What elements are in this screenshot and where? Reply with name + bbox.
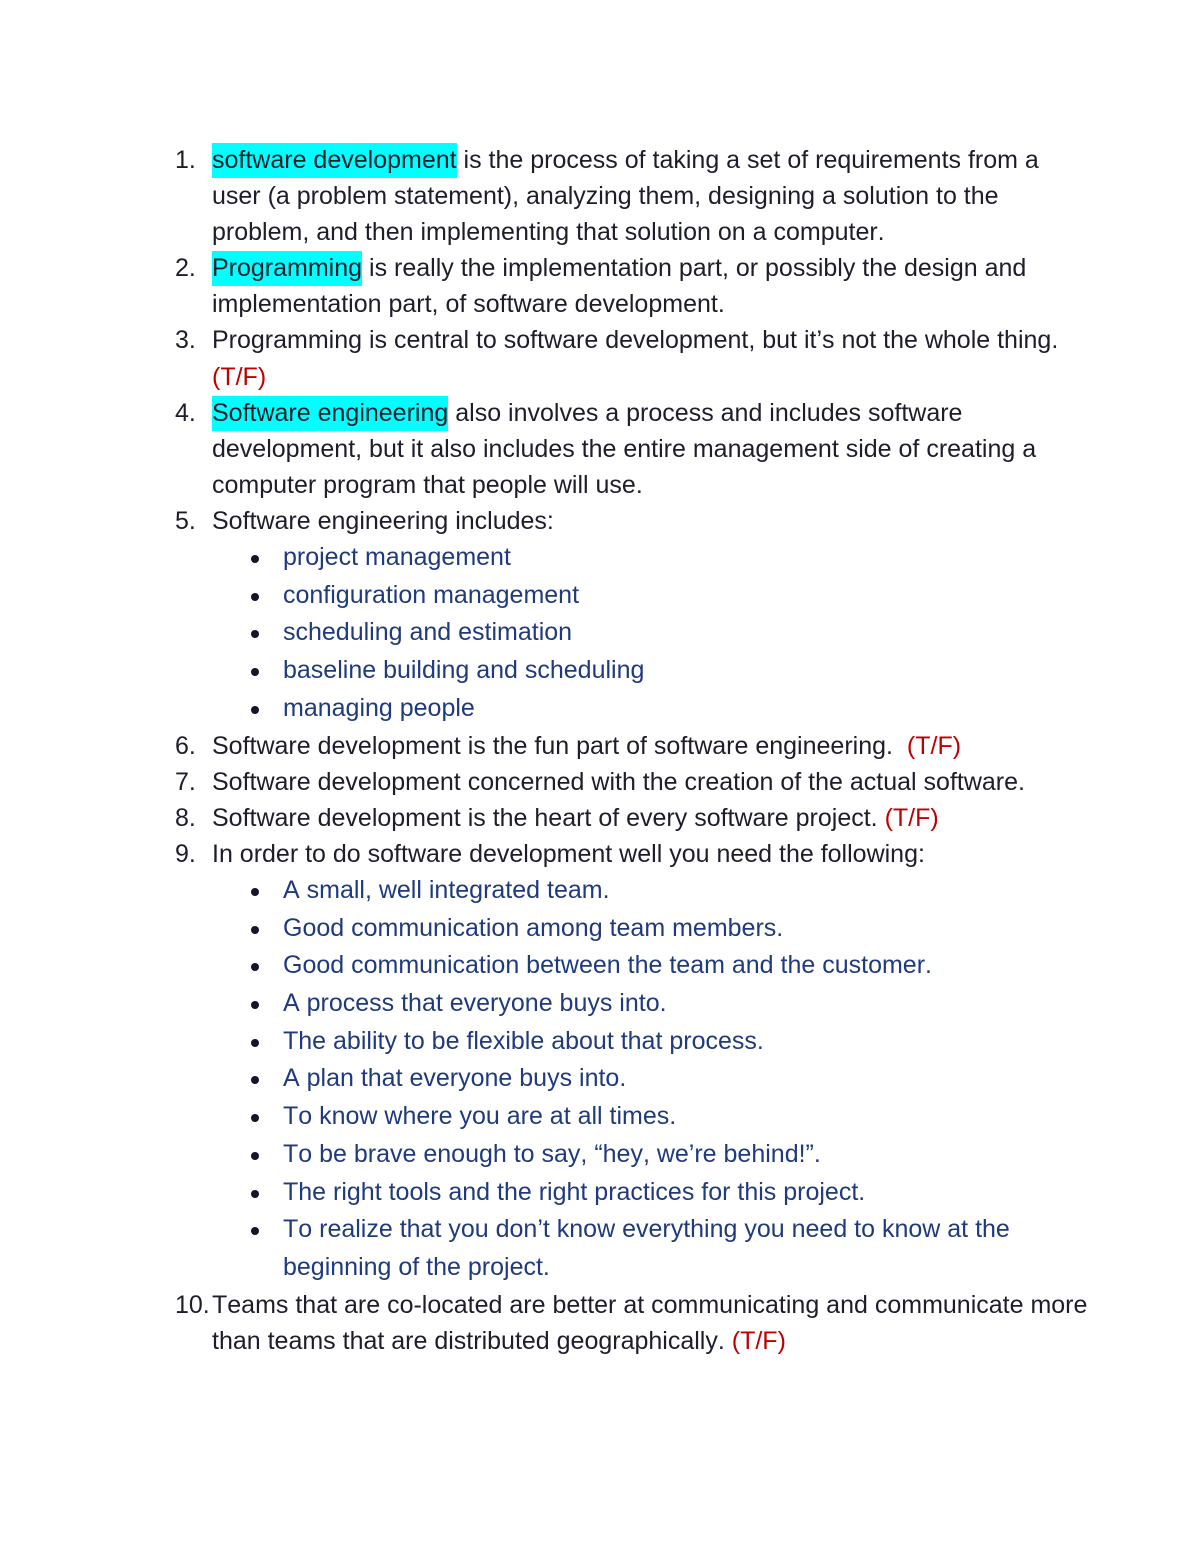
bullet-text: A process that everyone buys into. (283, 989, 667, 1018)
item-number: 4. (175, 398, 196, 427)
bullet-icon (251, 1190, 259, 1198)
bullet-item (212, 1060, 1172, 1098)
item-text: Software engineering includes: (212, 506, 554, 535)
item-body (212, 800, 1172, 836)
bullet-icon (251, 888, 259, 896)
item-number: 8. (175, 803, 196, 832)
bullet-item (212, 539, 1172, 577)
bullet-item (212, 1023, 1172, 1061)
item-body (212, 395, 1172, 503)
true-false-marker: (T/F) (731, 1326, 786, 1355)
bullet-item (212, 1136, 1172, 1174)
bullet-item (212, 614, 1172, 652)
bullet-item (212, 690, 1172, 728)
highlighted-term: Software engineering (212, 396, 448, 431)
bullet-text: A plan that everyone buys into. (283, 1064, 627, 1093)
bullet-text: A small, well integrated team. (283, 875, 610, 904)
bullet-item (212, 947, 1172, 985)
bullet-icon (251, 630, 259, 638)
item-text: In order to do software development well you need the following: (212, 839, 925, 868)
bullet-icon (251, 1076, 259, 1084)
bullet-icon (251, 668, 259, 676)
item-number: 1. (175, 146, 196, 174)
item-body (212, 728, 1172, 764)
bullet-item (212, 577, 1172, 615)
item-text: is the process of taking a set of requirements from a user (a problem statement), analyzing them, designing a solution to the problem, and then implementing that solution on a computer. (212, 146, 1039, 247)
bullet-icon (251, 555, 259, 563)
bullet-text: To be brave enough to say, “hey, we’re behind!”. (283, 1139, 821, 1168)
list-item-3 (175, 322, 1172, 394)
item-number: 2. (175, 254, 196, 283)
bullet-text: The right tools and the right practices for this project. (283, 1177, 866, 1206)
bullet-icon (251, 706, 259, 714)
list-item-5 (175, 503, 1172, 728)
bullet-icon (251, 1114, 259, 1122)
list-item-10 (175, 1287, 1172, 1359)
item-body (212, 250, 1172, 322)
item-text: Software development is the heart of every software project. (212, 803, 878, 832)
list-item-2 (175, 250, 1172, 322)
true-false-marker: (T/F) (884, 803, 939, 832)
list-item-8 (175, 800, 1172, 836)
item-body (212, 836, 1172, 1287)
bullet-text: Good communication between the team and the customer. (283, 951, 932, 980)
item-body (212, 503, 1172, 728)
highlighted-term: software development (212, 143, 457, 178)
bullet-text: managing people (283, 693, 475, 722)
item-body (212, 142, 1172, 250)
bullet-text: project management (283, 543, 511, 572)
bullet-item (212, 985, 1172, 1023)
numbered-list (175, 142, 1172, 1359)
list-item-7 (175, 764, 1172, 800)
item-text: also involves a process and includes software development, but it also includes the entire management side of creating a computer program that people will use. (212, 398, 1037, 499)
item-text: Software development concerned with the creation of the actual software. (212, 767, 1025, 796)
bullet-item (212, 910, 1172, 948)
bullet-list (212, 872, 1172, 1287)
bullet-item (212, 1098, 1172, 1136)
item-number: 7. (175, 767, 196, 796)
bullet-icon (251, 1227, 259, 1235)
item-number: 10. (175, 1290, 210, 1319)
bullet-item (212, 1174, 1172, 1212)
bullet-text: configuration management (283, 580, 580, 609)
list-item-9 (175, 836, 1172, 1287)
bullet-item (212, 872, 1172, 910)
bullet-icon (251, 1152, 259, 1160)
bullet-text: To know where you are at all times. (283, 1102, 677, 1131)
true-false-marker: (T/F) (212, 362, 267, 391)
item-body (212, 322, 1172, 394)
bullet-icon (251, 963, 259, 971)
true-false-marker: (T/F) (906, 731, 962, 760)
bullet-icon (251, 926, 259, 934)
list-item-4 (175, 395, 1172, 503)
bullet-text: baseline building and scheduling (283, 656, 645, 685)
item-number: 3. (175, 326, 196, 355)
highlighted-term: Programming (212, 251, 362, 286)
bullet-text: To realize that you don’t know everything you need to know at the beginning of the project. (283, 1215, 1010, 1281)
bullet-list (212, 539, 1172, 728)
item-body (212, 764, 1172, 800)
bullet-text: scheduling and estimation (283, 618, 573, 647)
bullet-text: Good communication among team members. (283, 913, 784, 942)
bullet-icon (251, 1001, 259, 1009)
item-number: 5. (175, 506, 196, 535)
bullet-text: The ability to be flexible about that process. (283, 1026, 764, 1055)
item-text: Teams that are co-located are better at communicating and communicate more than teams that are distributed geographically. (212, 1290, 1088, 1355)
bullet-icon (251, 593, 259, 601)
item-number: 6. (175, 731, 196, 760)
item-number: 9. (175, 839, 196, 868)
item-text: is really the implementation part, or possibly the design and implementation part, of software development. (212, 254, 1027, 319)
bullet-icon (251, 1039, 259, 1047)
item-body (212, 1287, 1172, 1359)
bullet-item (212, 1211, 1172, 1286)
item-text: Programming is central to software development, but it’s not the whole thing. (212, 326, 1059, 355)
list-item-1 (175, 142, 1172, 250)
list-item-6 (175, 728, 1172, 764)
item-text: Software development is the fun part of software engineering. (212, 731, 893, 760)
bullet-item (212, 652, 1172, 690)
